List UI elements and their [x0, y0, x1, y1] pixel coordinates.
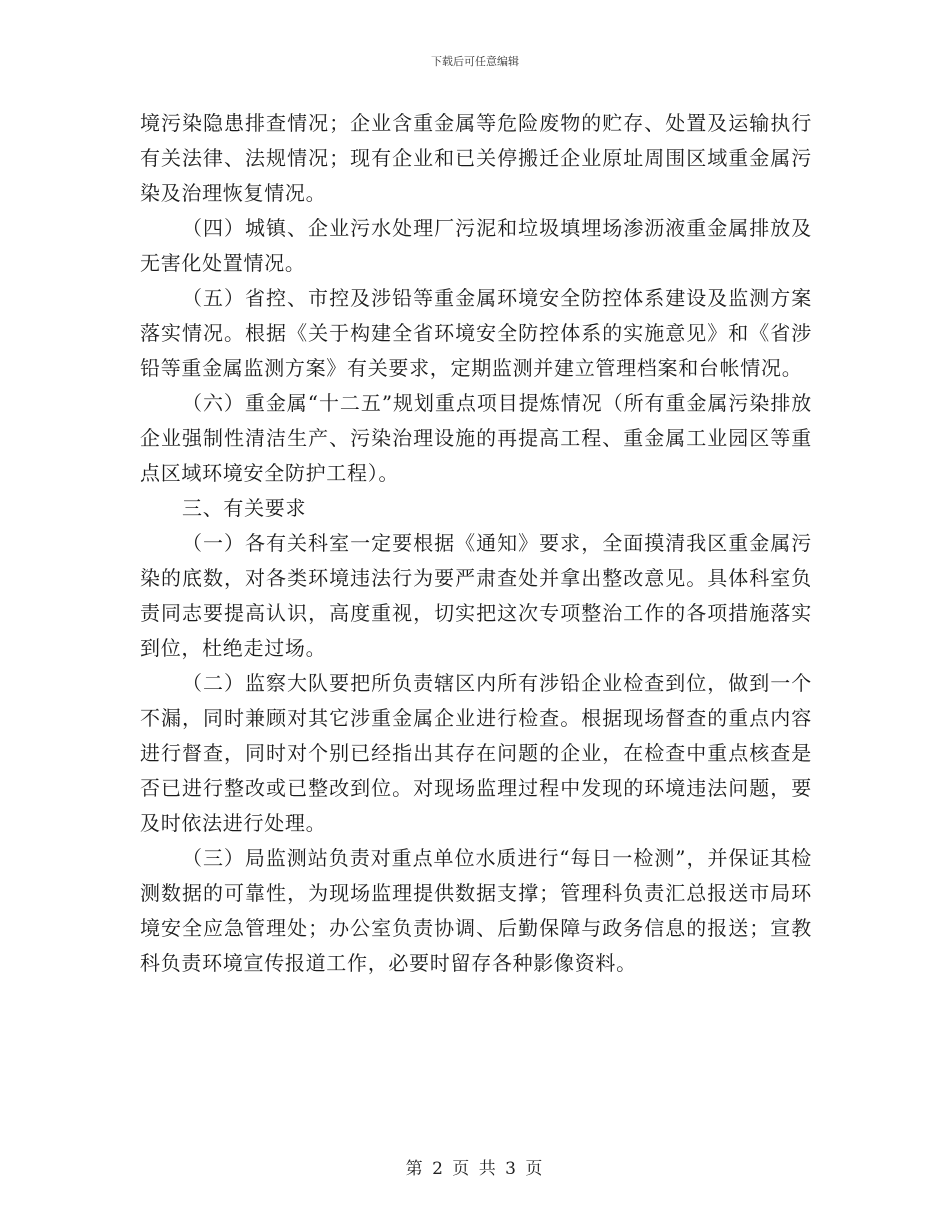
paragraph-item-6: （六）重金属“十二五”规划重点项目提炼情况（所有重金属污染排放企业强制性清洁生产、污染治理设施的再提高工程、重金属工业园区等重点区域环境安全防护工程）。 [140, 391, 812, 485]
section-heading-requirements: 三、有关要求 [182, 496, 307, 520]
paragraph-requirement-3: （三）局监测站负责对重点单位水质进行“每日一检测”，并保证其检测数据的可靠性，为现场监理提供数据支撑；管理科负责汇总报送市局环境安全应急管理处；办公室负责协调、后勤保障与政务信息的报送；宣教科负责环境宣传报道工作，必要时留存各种影像资料。 [140, 846, 812, 975]
paragraph-item-5: （五）省控、市控及涉铅等重金属环境安全防控体系建设及监测方案落实情况。根据《关于构建全省环境安全防控体系的实施意见》和《省涉铅等重金属监测方案》有关要求，定期监测并建立管理档案和台帐情况。 [140, 286, 812, 380]
paragraph-requirement-2: （二）监察大队要把所负责辖区内所有涉铅企业检查到位，做到一个不漏，同时兼顾对其它涉重金属企业进行检查。根据现场督查的重点内容进行督查，同时对个别已经指出其存在问题的企业，在检查中重点核查是否已进行整改或已整改到位。对现场监理过程中发现的环境违法问题，要及时依法进行处理。 [140, 671, 812, 835]
paragraph-requirement-1: （一）各有关科室一定要根据《通知》要求，全面摸清我区重金属污染的底数，对各类环境违法行为要严肃查处并拿出整改意见。具体科室负责同志要提高认识，高度重视，切实把这次专项整治工作的各项措施落实到位，杜绝走过场。 [140, 531, 812, 660]
page-number-footer: 第 2 页 共 3 页 [405, 1159, 545, 1179]
paragraph-continued: 境污染隐患排查情况；企业含重金属等危险废物的贮存、处置及运输执行有关法律、法规情况；现有企业和已关停搬迁企业原址周围区域重金属污染及治理恢复情况。 [140, 111, 812, 205]
page-header-note: 下载后可任意编辑 [431, 55, 519, 68]
paragraph-item-4: （四）城镇、企业污水处理厂污泥和垃圾填埋场渗沥液重金属排放及无害化处置情况。 [140, 216, 812, 275]
document-body [140, 106, 812, 981]
